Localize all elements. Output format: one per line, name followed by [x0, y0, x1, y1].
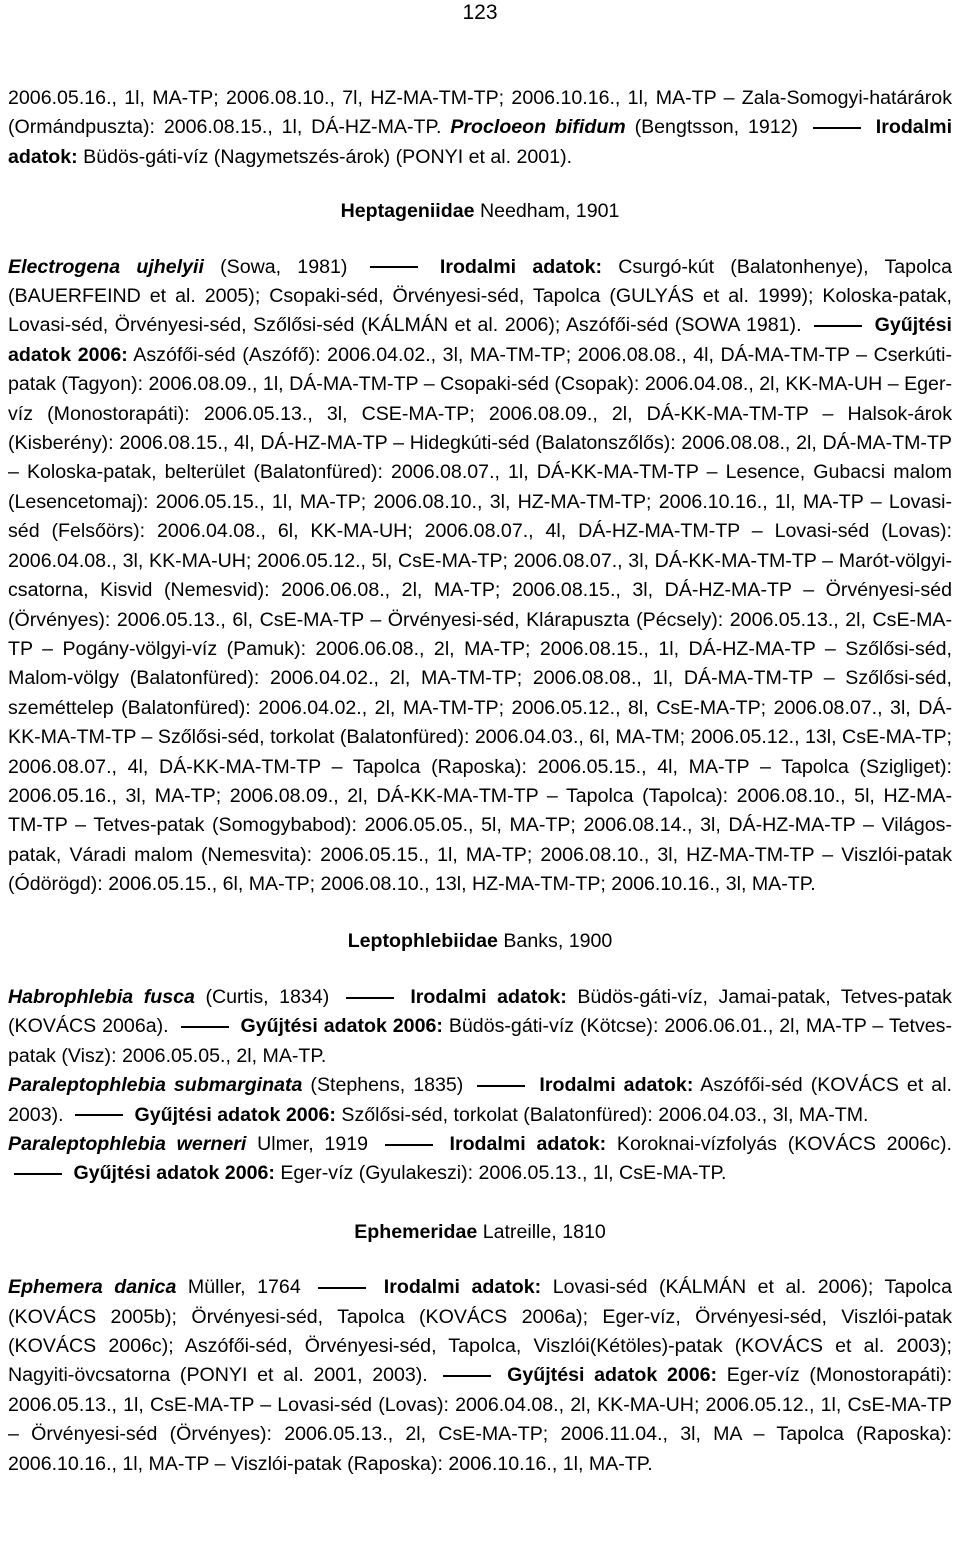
collection-text: Büdös-gáti-víz (Kötcse): 2006.06.01., 2l, MA-TP – Tetves-patak (Visz): 2006.05.05., 2l, MA-TP. [8, 1015, 952, 1067]
em-dash [443, 1375, 491, 1377]
collection-text: Eger-víz (Monostorapáti): 2006.05.13., 1l, CsE-MA-TP – Lovasi-séd (Lovas): 2006.04.08., 2l, KK-MA-UH; 2006.05.12., 1l, CsE-MA-TP – Örvényesi-séd (Örvényes): 2006.05.13., 2l, CsE-MA-TP; 2006.11.04., 3l, MA – Tapolca (Raposka): 2006.10.16., 1l, MA-TP – Viszlói-patak (Raposka): 2006.10.16., 1l, MA-TP. [8, 1364, 953, 1475]
species-name: Electrogena ujhelyii [8, 255, 204, 278]
family-author: Banks, 1900 [497, 929, 613, 952]
literature-text: Koroknai-vízfolyás (KOVÁCS 2006c). [606, 1133, 952, 1155]
literature-label: Irodalmi adatok: [539, 1074, 694, 1097]
family-name: Leptophlebiidae [347, 929, 498, 952]
species-name: Procloeon bifidum [450, 116, 626, 139]
species-entry [8, 1273, 952, 1479]
species-author: Ulmer, 1919 [246, 1133, 379, 1155]
em-dash [14, 1173, 62, 1175]
family-heading [8, 1218, 952, 1247]
family-author: Latreille, 1810 [477, 1220, 606, 1243]
collection-text: Szőlősi-séd, torkolat (Balatonfüred): 2006.04.03., 3l, MA-TM. [335, 1103, 869, 1126]
literature-label: Irodalmi adatok: [8, 116, 953, 168]
species-author: (Sowa, 1981) [203, 255, 364, 278]
em-dash [814, 325, 862, 327]
species-name: Paraleptophlebia submarginata [8, 1074, 303, 1097]
em-dash [75, 1114, 123, 1116]
family-author: Needham, 1901 [474, 200, 620, 223]
literature-text: Aszófői-séd (KOVÁCS et al. 2003). [8, 1074, 952, 1126]
species-name: Habrophlebia fusca [8, 985, 195, 1008]
intro-paragraph [8, 84, 952, 172]
species-author: Müller, 1764 [176, 1276, 313, 1299]
em-dash [318, 1287, 366, 1289]
species-author: (Curtis, 1834) [194, 985, 340, 1008]
collection-label: Gyűjtési adatok 2006: [507, 1364, 718, 1387]
em-dash [370, 266, 418, 268]
collection-label: Gyűjtési adatok 2006: [8, 314, 952, 366]
em-dash [385, 1144, 433, 1146]
em-dash [477, 1085, 525, 1087]
species-author: (Stephens, 1835) [302, 1074, 472, 1097]
literature-text: Büdös-gáti-víz, Jamai-patak, Tetves-patak (KOVÁCS 2006a). [8, 985, 952, 1038]
literature-label: Irodalmi adatok: [439, 255, 603, 278]
document-page [8, 0, 952, 1479]
literature-label: Irodalmi adatok: [449, 1133, 607, 1155]
family-heading [8, 197, 952, 226]
collection-text: Aszófői-séd (Aszófő): 2006.04.02., 3l, MA-TM-TP; 2006.08.08., 4l, DÁ-MA-TM-TP – Cserkúti-patak (Tagyon): 2006.08.09., 1l, DÁ-MA-TM-TP – Csopaki-séd (Csopak): 2006.04.08., 2l, KK-MA-UH – Eger-víz (Monostorapáti): 2006.05.13., 3l, CSE-MA-TP; 2006.08.09., 2l, DÁ-KK-MA-TM-TP – Halsok-árok (Kisberény): 2006.08.15., 4l, DÁ-HZ-MA-TP – Hidegkúti-séd (Balatonszőlős): 2006.08.08., 2l, DÁ-MA-TM-TP – Koloska-patak, belterület (Balatonfüred): 2006.08.07., 1l, DÁ-KK-MA-TM-TP – Lesence, Gubacsi malom (Lesencetomaj): 2006.05.15., 1l, MA-TP; 2006.08.10., 3l, HZ-MA-TM-TP; 2006.10.16., 1l, MA-TP – Lovasi-séd (Felsőörs): 2006.04.08., 6l, KK-MA-UH; 2006.08.07., 4l, DÁ-HZ-MA-TM-TP – Lovasi-séd (Lovas): 2006.04.08., 3l, KK-MA-UH; 2006.05.12., 5l, CsE-MA-TP; 2006.08.07., 3l, DÁ-KK-MA-TM-TP – Marót-völgyi-csatorna, Kisvid (Nemesvid): 2006.06.08., 2l, MA-TP; 2006.08.15., 3l, DÁ-HZ-MA-TP – Örvényesi-séd (Örvényes): 2006.05.13., 6l, CsE-MA-TP – Örvényesi-séd, Klárapuszta (Pécsely): 2006.05.13., 2l, CsE-MA-TP – Pogány-völgyi-víz (Pamuk): 2006.06.08., 2l, MA-TP; 2006.08.15., 1l, DÁ-HZ-MA-TP – Szőlősi-séd, Malom-völgy (Balatonfüred): 2006.04.02., 2l, MA-TM-TP; 2006.08.08., 1l, DÁ-MA-TM-TP – Szőlősi-séd, szeméttelep (Balatonfüred): 2006.04.02., 2l, MA-TM-TP; 2006.05.12., 8l, CsE-MA-TP; 2006.08.07., 3l, DÁ-KK-MA-TM-TP – Szőlősi-séd, torkolat (Balatonfüred): 2006.04.03., 6l, MA-TM; 2006.05.12., 13l, CsE-MA-TP; 2006.08.07., 4l, DÁ-KK-MA-TM-TP – Tapolca (Raposka): 2006.05.15., 4l, MA-TP – Tapolca (Szigliget): 2006.05.16., 3l, MA-TP; 2006.08.09., 2l, DÁ-KK-MA-TM-TP – Tapolca (Tapolca): 2006.08.10., 5l, HZ-MA-TM-TP – Tetves-patak (Somogybabod): 2006.05.05., 5l, MA-TP; 2006.08.14., 3l, DÁ-HZ-MA-TP – Világos-patak, Váradi malom (Nemesvita): 2006.05.15., 1l, MA-TP; 2006.08.10., 3l, HZ-MA-TM-TP – Viszlói-patak (Ódörögd): 2006.05.15., 6l, MA-TP; 2006.08.10., 13l, HZ-MA-TM-TP; 2006.10.16., 3l, MA-TP. [8, 343, 952, 896]
literature-label: Irodalmi adatok: [410, 985, 567, 1008]
collection-label: Gyűjtési adatok 2006: [240, 1015, 443, 1038]
collection-label: Gyűjtési adatok 2006: [134, 1103, 336, 1126]
collection-text: Eger-víz (Gyulakeszi): 2006.05.13., 1l, CsE-MA-TP. [274, 1162, 727, 1185]
species-entry [8, 1130, 952, 1189]
species-entry [8, 983, 952, 1071]
species-name: Ephemera danica [8, 1276, 177, 1299]
intro-text: 2006.05.16., 1l, MA-TP; 2006.08.10., 7l, HZ-MA-TM-TP; 2006.10.16., 1l, MA-TP – Zala-Somogyi-határárok (Ormándpuszta): 2006.08.15., 1l, DÁ-HZ-MA-TP. [8, 87, 952, 139]
em-dash [346, 997, 394, 999]
literature-label: Irodalmi adatok: [383, 1276, 542, 1299]
species-entry [8, 253, 952, 900]
species-entry [8, 1071, 952, 1130]
species-name: Paraleptophlebia werneri [8, 1133, 247, 1155]
species-author: (Bengtsson, 1912) [625, 116, 807, 139]
page-number: 123 [462, 1, 498, 24]
family-name: Ephemeridae [354, 1220, 478, 1243]
literature-text: Lovasi-séd (KÁLMÁN et al. 2006); Tapolca (KOVÁCS 2005b); Örvényesi-séd, Tapolca (KOVÁCS 2006a); Eger-víz, Örvényesi-séd, Viszlói-patak (KOVÁCS 2006c); Aszófői-séd, Örvényesi-séd, Tapolca, Viszlói(Kétöles)-patak (KOVÁCS et al. 2003); Nagyiti-övcsatorna (PONYI et al. 2001, 2003). [8, 1276, 952, 1387]
literature-text: Csurgó-kút (Balatonhenye), Tapolca (BAUERFEIND et al. 2005); Csopaki-séd, Örvényesi-séd, Tapolca (GULYÁS et al. 1999); Koloska-patak, Lovasi-séd, Örvényesi-séd, Szőlősi-séd (KÁLMÁN et al. 2006); Aszófői-séd (SOWA 1981). [8, 255, 953, 337]
collection-label: Gyűjtési adatok 2006: [73, 1162, 275, 1185]
family-heading [8, 927, 952, 956]
literature-text: Büdös-gáti-víz (Nagymetszés-árok) (PONYI et al. 2001). [77, 145, 573, 168]
family-name: Heptageniidae [340, 200, 475, 223]
em-dash [181, 1026, 229, 1028]
em-dash [813, 127, 861, 129]
